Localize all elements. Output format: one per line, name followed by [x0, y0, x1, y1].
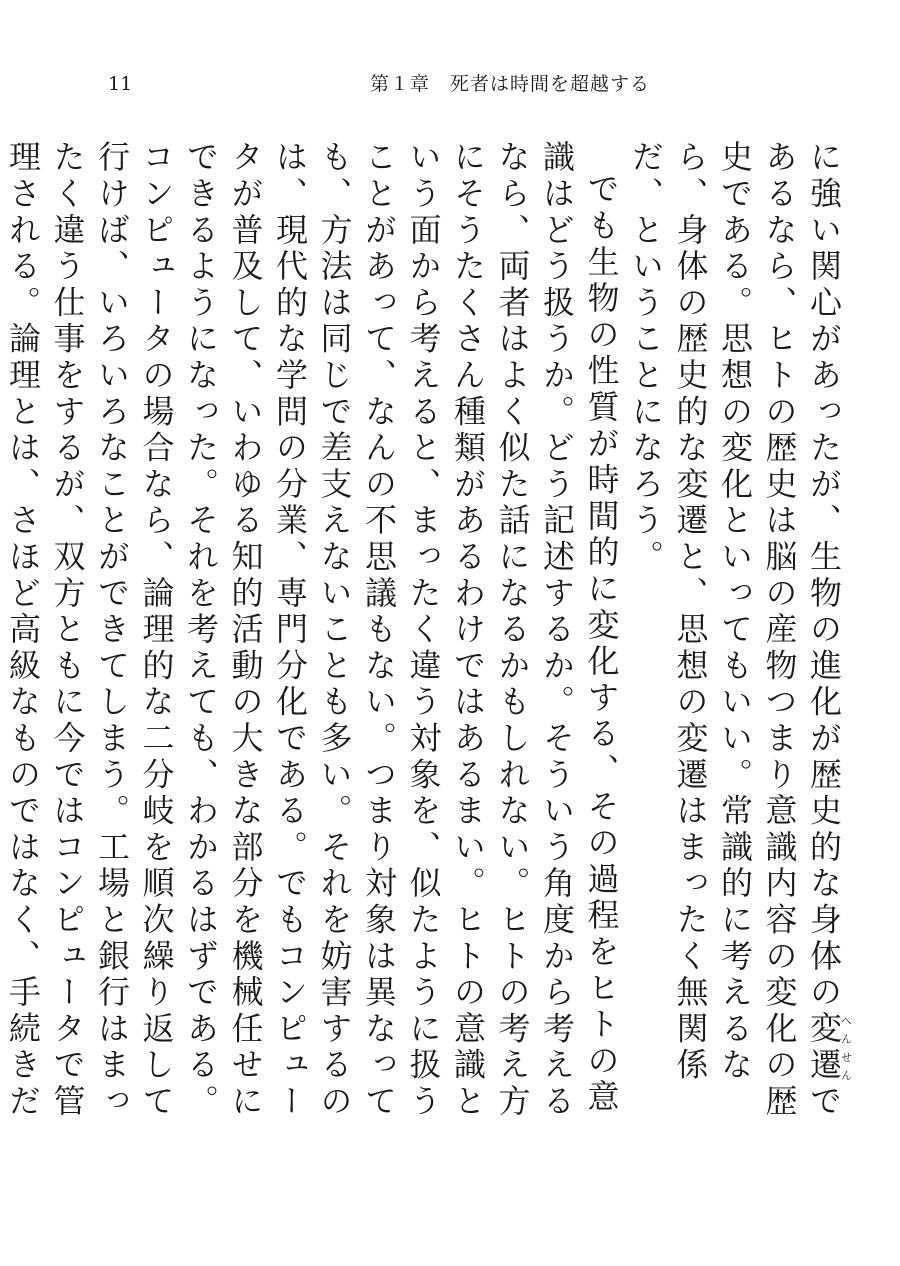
paragraph-1-end: であるなら、ヒトの歴史は脳の産物つまり意識内容の変化の歴史である。思想の変化といってもいい。常識的に考えるなら、身体の歴史的な変遷と、思想の変遷はまったく無関係だ、ということになろう。 [627, 140, 843, 1121]
page-number: 11 [108, 73, 133, 95]
paragraph-1-start: に強い関心があったが、生物の進化が歴史的な身体の [805, 140, 843, 1012]
paragraph-2: でも生物の性質が時間的に変化する、その過程をヒトの意識はどう扱うか。どう記述するか。そういう角度から考えるなら、両者はよく似た話になるかもしれない。ヒトの考え方にそうたくさん種類があるわけではあるまい。ヒトの意識という面から考えると、まったく違う対象を、似たように扱うことがあって、なんの不思議もない。つまり対象は異なっても、方法は同じで差支えないことも多い。それを妨害するのは、現代的な学問の分業、専門分化である。でもコンピュータが普及して、いわゆる知的活動の大きな部分を機械任せにできるようになった。それを考えても、わかるはずである。コンピュータの場合なら、論理的な二分岐を順次繰り返して行けば、いろいろなことができてしまう。工場と銀行はまったく違う仕事をするが、双方ともに今ではコンピュータで管理される。論理とは、さほど高級なものではなく、手続きだ [4, 140, 621, 1121]
ruby-reading: へんせん [839, 1011, 853, 1084]
paragraph-1 [624, 140, 853, 1140]
running-head: 第１章 死者は時間を超越する [369, 73, 650, 95]
body-text [4, 140, 853, 1140]
ruby-base: 変遷 [805, 1011, 843, 1084]
ruby-hensen [805, 1011, 853, 1084]
